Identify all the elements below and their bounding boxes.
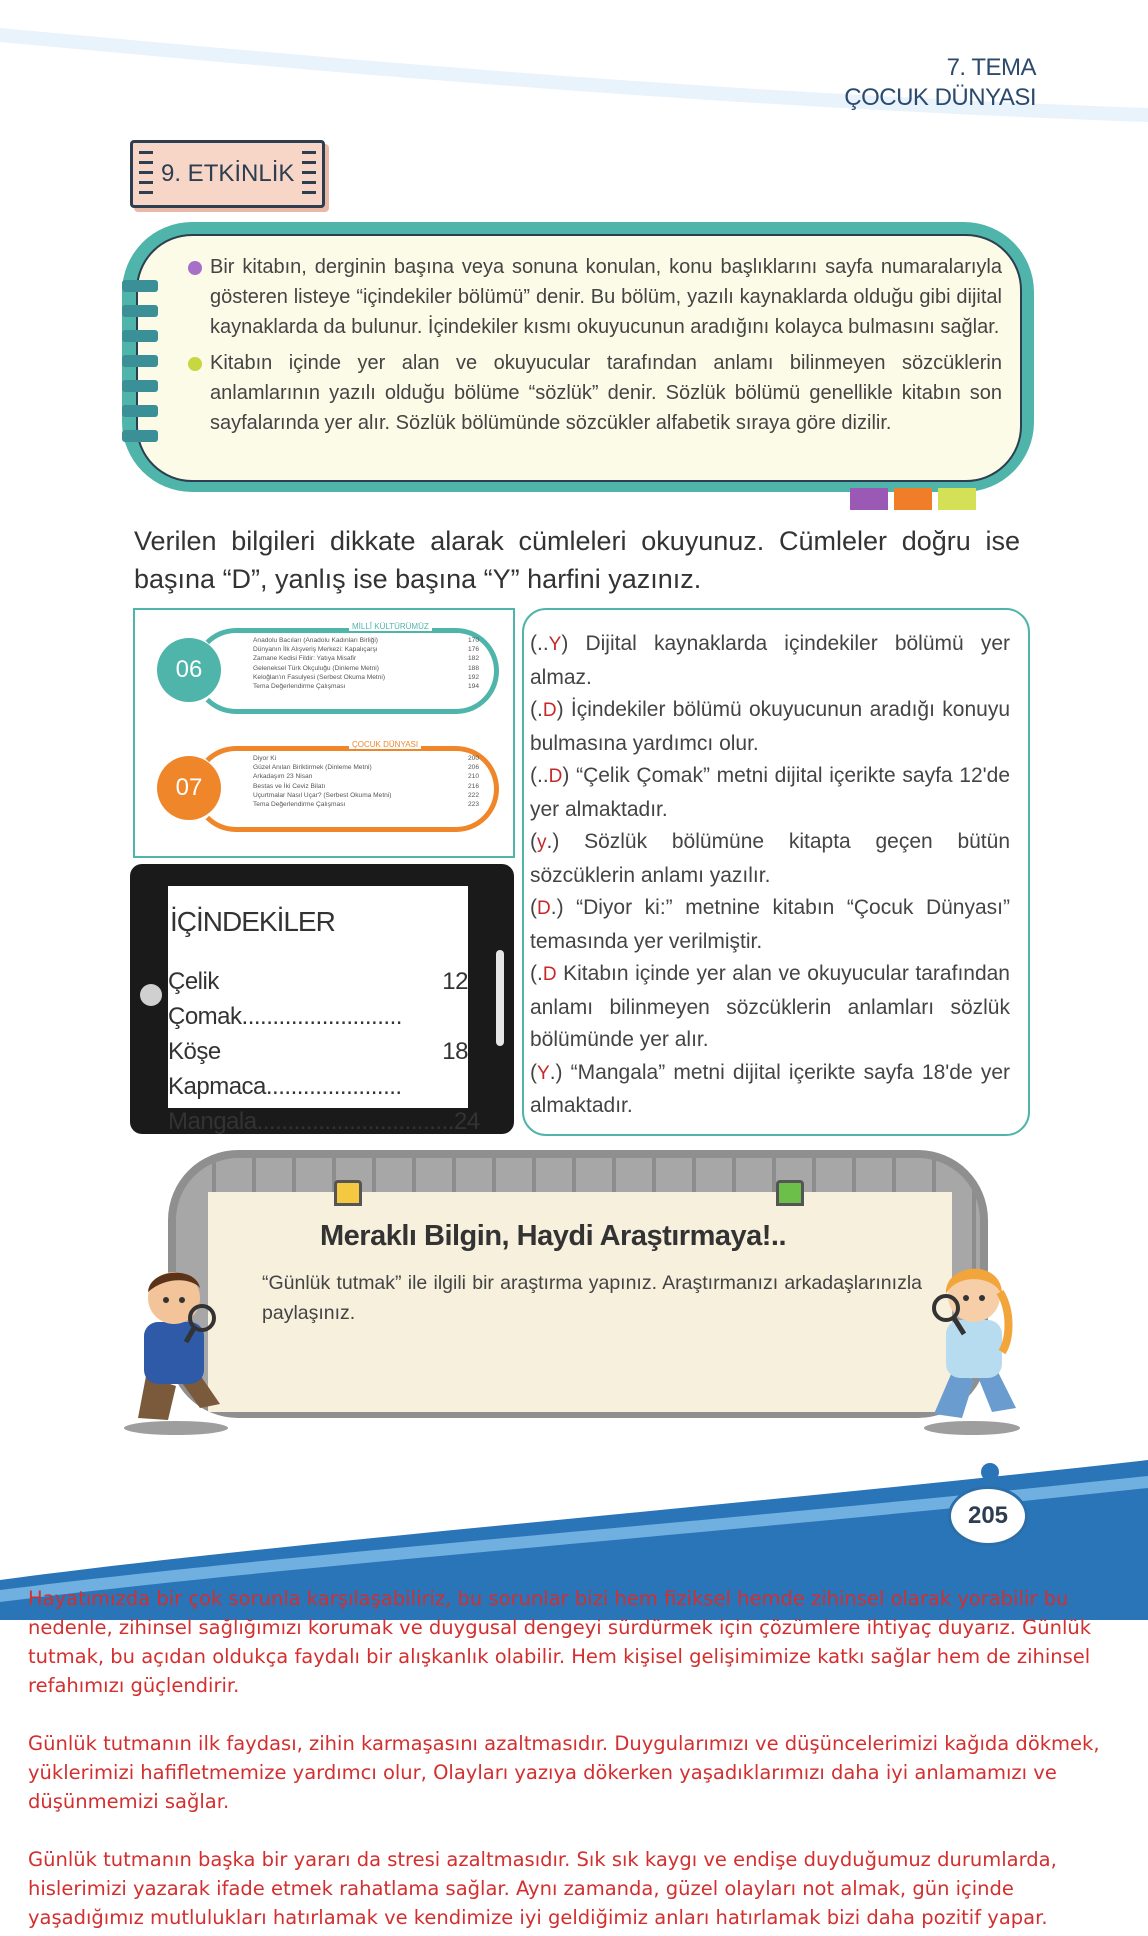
answer-mark[interactable]: Y xyxy=(548,634,562,655)
color-tabs xyxy=(850,488,976,512)
tablet-slot xyxy=(496,950,504,1046)
toc-heading: İÇİNDEKİLER xyxy=(170,906,335,937)
unit-list-item: Güzel Anıları Biriktirmek (Dinleme Metni) 206 xyxy=(253,764,479,772)
unit-list-item: Uçurtmalar Nasıl Uçar? (Serbest Okuma Metni) 222 xyxy=(253,791,479,799)
tablet-home-button xyxy=(140,984,162,1006)
unit-list-item: Tema Değerlendirme Çalışması 223 xyxy=(253,801,479,809)
info-text xyxy=(210,252,1002,444)
unit-title: ÇOCUK DÜNYASI xyxy=(349,740,421,749)
info-paragraph: Kitabın içinde yer alan ve okuyucular tarafından anlamı bilinmeyen sözcüklerin anlamlarının yazılı olduğu bölüme “sözlük” denir. Sözlük bölümü genellikle kitabın son sayfalarında yer alır. Sözlük bölümünde sözcükler alfabetik sıraya göre dizilir. xyxy=(210,348,1002,438)
activity-label: 9. ETKİNLİK xyxy=(161,160,295,187)
answer-mark[interactable]: D xyxy=(548,766,563,787)
statement: (.D) İçindekiler bölümü okuyucunun aradığı konuyu bulmasına yardımcı olur. xyxy=(530,698,1010,755)
toc-row: Köşe Kapmaca...................... 18 xyxy=(168,1038,468,1100)
unit-list-item: Arkadaşım 23 Nisan 210 xyxy=(253,773,479,781)
statement: (.D Kitabın içinde yer alan ve okuyucular tarafından anlamı bilinmeyen sözcüklerin anlamları sözlük bölümünde yer alır. xyxy=(530,962,1010,1051)
answer-mark[interactable]: D xyxy=(542,700,557,721)
unit-list-item: Geleneksel Türk Okçuluğu (Dinleme Metni) 188 xyxy=(253,664,479,672)
answer-mark[interactable]: D xyxy=(537,898,551,919)
answer-mark[interactable]: y xyxy=(537,832,547,853)
toc-thumbnail xyxy=(133,608,515,858)
overlay-paragraph: Hayatımızda bir çok sorunla karşılaşabiliriz, bu sorunlar bizi hem fiziksel hemde zihinsel olarak yorabilir bu nedenle, zihinsel sağlığımızı korumak ve duygusal dengeyi sürdürmek için çözümlere ihtiyaç duyarız. Günlük tutmak, bu açıdan oldukça faydalı bir alışkanlık olabilir. Hem kişisel gelişimimize katkı sağlar hem de zihinsel refahımızı güçlendirir. xyxy=(28,1587,1092,1697)
toc-row: Mangala................................ 24 xyxy=(168,1108,480,1135)
boy-magnifier-icon xyxy=(116,1258,236,1436)
research-text: “Günlük tutmak” ile ilgili bir araştırma yapınız. Araştırmanızı arkadaşlarınızla paylaşınız. xyxy=(262,1272,922,1324)
overlay-paragraph: Günlük tutmanın ilk faydası, zihin karmaşasını azaltmasıdır. Duygularımızı ve düşüncelerimizi kağıda dökmek, yüklerimizi hafifletmemize yardımcı olur, Olayları yazıya dökerken yaşadıklarımızı daha iyi anlamamızı ve düşünmemizi sağlar. xyxy=(28,1732,1100,1813)
statement: (Y.) “Mangala” metni dijital içerikte sayfa 18'de yer almaktadır. xyxy=(530,1060,1010,1117)
theme-name: ÇOCUK DÜNYASI xyxy=(844,84,1036,111)
toc-row: Çelik Çomak.......................... 12 xyxy=(168,968,468,1030)
statement: (..Y) Dijital kaynaklarda içindekiler bölümü yer almaz. xyxy=(530,632,1010,689)
unit-list-item: Tema Değerlendirme Çalışması 194 xyxy=(253,683,479,691)
unit-list-item: Keloğlan'ın Fasulyesi (Serbest Okuma Metni) 192 xyxy=(253,673,479,681)
info-paragraph: Bir kitabın, derginin başına veya sonuna konulan, konu başlıklarını sayfa numaralarıyla gösteren listeye “içindekiler bölümü” denir. Bu bölüm, yazılı kaynaklarda olduğu gibi dijital kaynaklarda da bulunur. İçindekiler kısmı okuyucunun aradığını kolayca bulmasını sağlar. xyxy=(210,252,1002,342)
activity-badge xyxy=(130,140,325,208)
theme-number: 7. TEMA xyxy=(946,54,1036,81)
unit-list-item: Anadolu Bacıları (Anadolu Kadınları Birliği) 170 xyxy=(253,637,479,644)
unit-number: 06 xyxy=(157,638,221,702)
unit-06 xyxy=(149,624,501,718)
bullet-icon xyxy=(188,357,202,371)
statement: (..D) “Çelik Çomak” metni dijital içerikte sayfa 12'de yer almaktadır. xyxy=(530,764,1010,821)
unit-list-item: Bestas ve İki Ceviz Bilatı 216 xyxy=(253,782,479,790)
unit-list xyxy=(253,636,479,691)
unit-list-item: Dünyanın İlk Alışveriş Merkezi: Kapalıçarşı 176 xyxy=(253,646,479,654)
unit-list-item: Diyor Ki 200 xyxy=(253,755,479,762)
overlay-text xyxy=(28,1584,1132,1936)
statement: (y.) Sözlük bölümüne kitapta geçen bütün sözcüklerin anlamı yazılır. xyxy=(530,830,1010,887)
notebook-rings xyxy=(122,280,158,450)
unit-title: MİLLÎ KÜLTÜRÜMÜZ xyxy=(349,622,432,631)
research-title: Meraklı Bilgin, Haydi Araştırmaya!.. xyxy=(320,1220,787,1252)
tablet-screen xyxy=(168,886,480,1135)
unit-list xyxy=(253,754,479,809)
girl-magnifier-icon xyxy=(912,1252,1032,1436)
binder-clip-icon xyxy=(776,1180,804,1206)
unit-07 xyxy=(149,742,501,836)
statement: (D.) “Diyor ki:” metnine kitabın “Çocuk Dünyası” temasında yer verilmiştir. xyxy=(530,896,1010,953)
instruction-text: Verilen bilgileri dikkate alarak cümleleri okuyunuz. Cümleler doğru ise başına “D”, yanlış ise başına “Y” harfini yazınız. xyxy=(134,526,1020,594)
answer-mark[interactable]: D xyxy=(542,964,557,985)
unit-number: 07 xyxy=(157,756,221,820)
page-number: 205 xyxy=(948,1486,1028,1546)
tablet-device xyxy=(130,864,514,1134)
overlay-paragraph: Günlük tutmanın başka bir yararı da stresi azaltmasıdır. Sık sık kaygı ve endişe duyduğumuz durumlarda, hislerimizi yazarak ifade etmek rahatlama sağlar. Aynı zamanda, güzel olayları not almak, gün içinde yaşadığımız mutlulukları hatırlamak ve kendimize iyi geldiğimiz anları hatırlamak bizi daha pozitif yapar. xyxy=(28,1848,1057,1929)
answer-mark[interactable]: Y xyxy=(537,1062,550,1084)
bullet-icon xyxy=(188,261,202,275)
unit-list-item: Zamane Kedisi Fildir: Yatıya Misafir 182 xyxy=(253,655,479,663)
binder-clip-icon xyxy=(334,1180,362,1206)
statements-list xyxy=(530,628,1010,1123)
